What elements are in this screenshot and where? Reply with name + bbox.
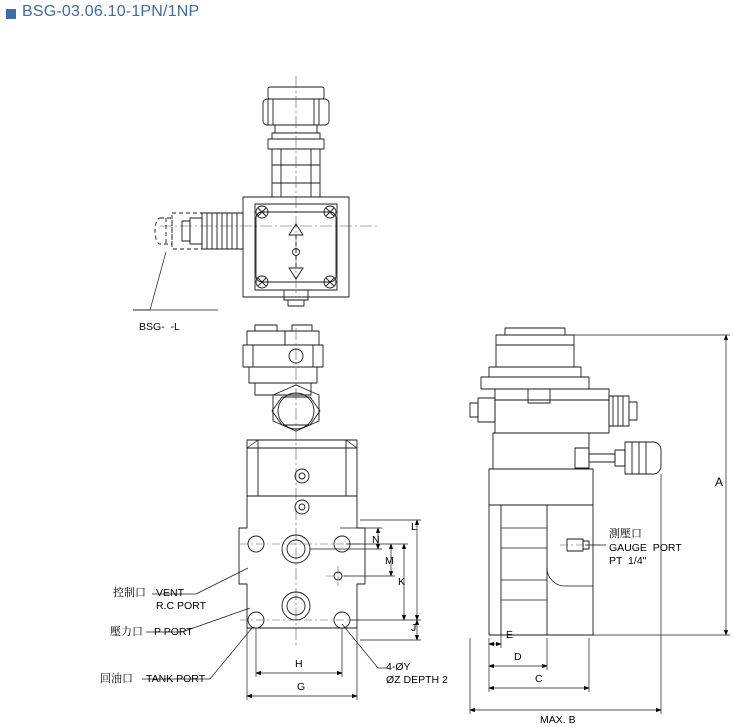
- dimension-label-b: MAX. B: [540, 714, 576, 726]
- callout-model-variant: BSG- -L: [139, 321, 180, 333]
- callout-pressure-port-cn: 壓力口: [110, 625, 143, 638]
- callout-vent-port-cn: 控制口: [113, 586, 146, 599]
- dimension-label-j: J: [411, 622, 417, 634]
- dimension-lines: [142, 335, 730, 714]
- header-bullet-icon: [6, 9, 16, 19]
- dimension-label-g: G: [297, 681, 306, 693]
- dimension-label-d: D: [514, 651, 522, 663]
- dimension-label-h: H: [295, 658, 303, 670]
- dimension-label-k: K: [398, 576, 406, 588]
- callout-pressure-port-en: P PORT: [154, 626, 193, 638]
- dimension-label-a: A: [715, 475, 724, 489]
- top-view: [133, 76, 380, 310]
- callout-vent-port-en-line1: VENT: [156, 587, 185, 599]
- callout-hole-note-line1: 4-ØY: [386, 661, 411, 673]
- callout-gauge-port-en: GAUGE PORT: [609, 542, 682, 554]
- front-view: [239, 325, 365, 648]
- side-view: [470, 328, 661, 635]
- page-header: [0, 0, 733, 30]
- callout-tank-port-cn: 回油口: [100, 672, 133, 685]
- technical-drawing: [0, 28, 733, 727]
- callout-tank-port-en: TANK PORT: [146, 673, 206, 685]
- dimension-label-e: E: [506, 629, 514, 641]
- callout-vent-port-en-line2: R.C PORT: [156, 600, 206, 612]
- dimension-label-c: C: [535, 673, 543, 685]
- callout-gauge-port-thread: PT 1/4": [609, 555, 647, 567]
- callout-gauge-port-cn: 測壓口: [609, 527, 642, 540]
- drawing-svg: [0, 28, 733, 727]
- callout-hole-note-line2: ØZ DEPTH 2: [386, 674, 448, 686]
- dimension-label-n: N: [372, 534, 380, 546]
- page-title: BSG-03.06.10-1PN/1NP: [22, 3, 200, 20]
- dimension-label-m: M: [385, 555, 394, 567]
- dimension-label-l: L: [411, 521, 417, 533]
